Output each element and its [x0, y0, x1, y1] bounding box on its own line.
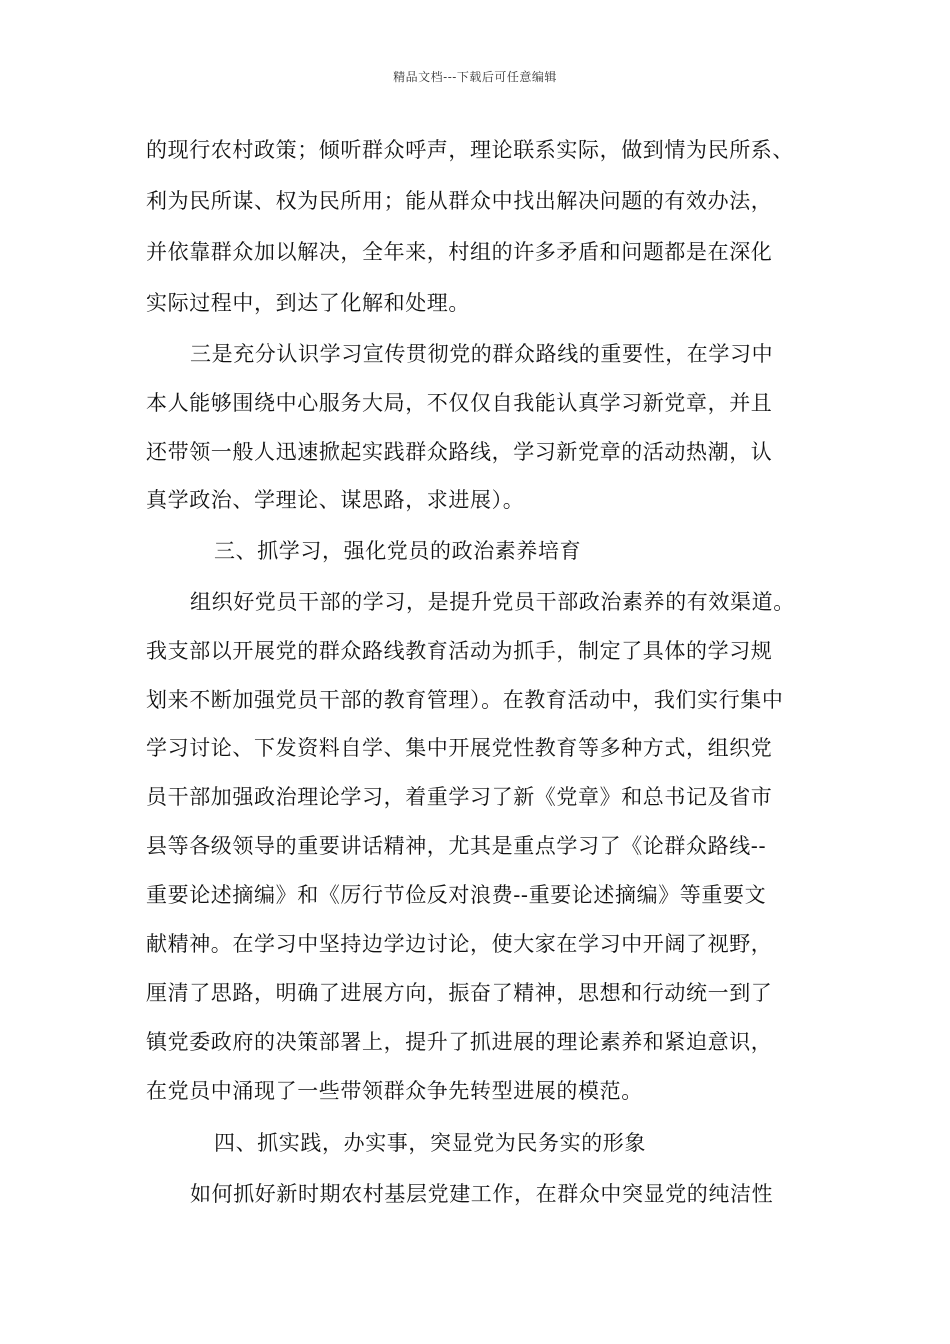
page-header: 精品文档---下载后可任意编辑: [393, 70, 557, 84]
paragraph-line: 县等各级领导的重要讲话精神，尤其是重点学习了《论群众路线--: [146, 834, 767, 858]
paragraph-line: 员干部加强政治理论学习，着重学习了新《党章》和总书记及省市: [146, 785, 773, 809]
paragraph-line: 实际过程中，到达了化解和处理。: [146, 291, 470, 315]
paragraph-line: 划来不断加强党员干部的教育管理）。在教育活动中，我们实行集中: [146, 688, 784, 712]
paragraph-line: 献精神。在学习中坚持边学边讨论，使大家在学习中开阔了视野，: [146, 932, 773, 956]
paragraph-line: 组织好党员干部的学习，是提升党员干部政治素养的有效渠道。: [190, 590, 795, 614]
paragraph-line: 真学政治、学理论、谋思路，求进展）。: [146, 488, 525, 512]
paragraph-line: 还带领一般人迅速掀起实践群众路线，学习新党章的活动热潮，认: [146, 440, 773, 464]
paragraph-line: 镇党委政府的决策部署上，提升了抓进展的理论素养和紧迫意识，: [146, 1030, 773, 1054]
paragraph-line: 厘清了思路，明确了进展方向，振奋了精神，思想和行动统一到了: [146, 981, 773, 1005]
paragraph-line: 如何抓好新时期农村基层党建工作，在群众中突显党的纯洁性: [190, 1182, 774, 1206]
paragraph-line: 我支部以开展党的群众路线教育活动为抓手，制定了具体的学习规: [146, 639, 773, 663]
paragraph-line: 并依靠群众加以解决，全年来，村组的许多矛盾和问题都是在深化: [146, 240, 773, 264]
paragraph-line: 学习讨论、下发资料自学、集中开展党性教育等多种方式，组织党: [146, 736, 773, 760]
paragraph-line: 在党员中涌现了一些带领群众争先转型进展的模范。: [146, 1079, 643, 1103]
section-heading: 三、抓学习，强化党员的政治素养培育: [214, 539, 582, 563]
section-heading: 四、抓实践，办实事，突显党为民务实的形象: [214, 1131, 646, 1155]
paragraph-line: 利为民所谋、权为民所用；能从群众中找出解决问题的有效办法，: [146, 189, 773, 213]
paragraph-line: 的现行农村政策；倾听群众呼声，理论联系实际，做到情为民所系、: [146, 138, 794, 162]
paragraph-line: 重要论述摘编》和《厉行节俭反对浪费--重要论述摘编》等重要文: [146, 883, 767, 907]
paragraph-line: 三是充分认识学习宣传贯彻党的群众路线的重要性，在学习中: [190, 342, 774, 366]
paragraph-line: 本人能够围绕中心服务大局，不仅仅自我能认真学习新党章，并且: [146, 391, 773, 415]
